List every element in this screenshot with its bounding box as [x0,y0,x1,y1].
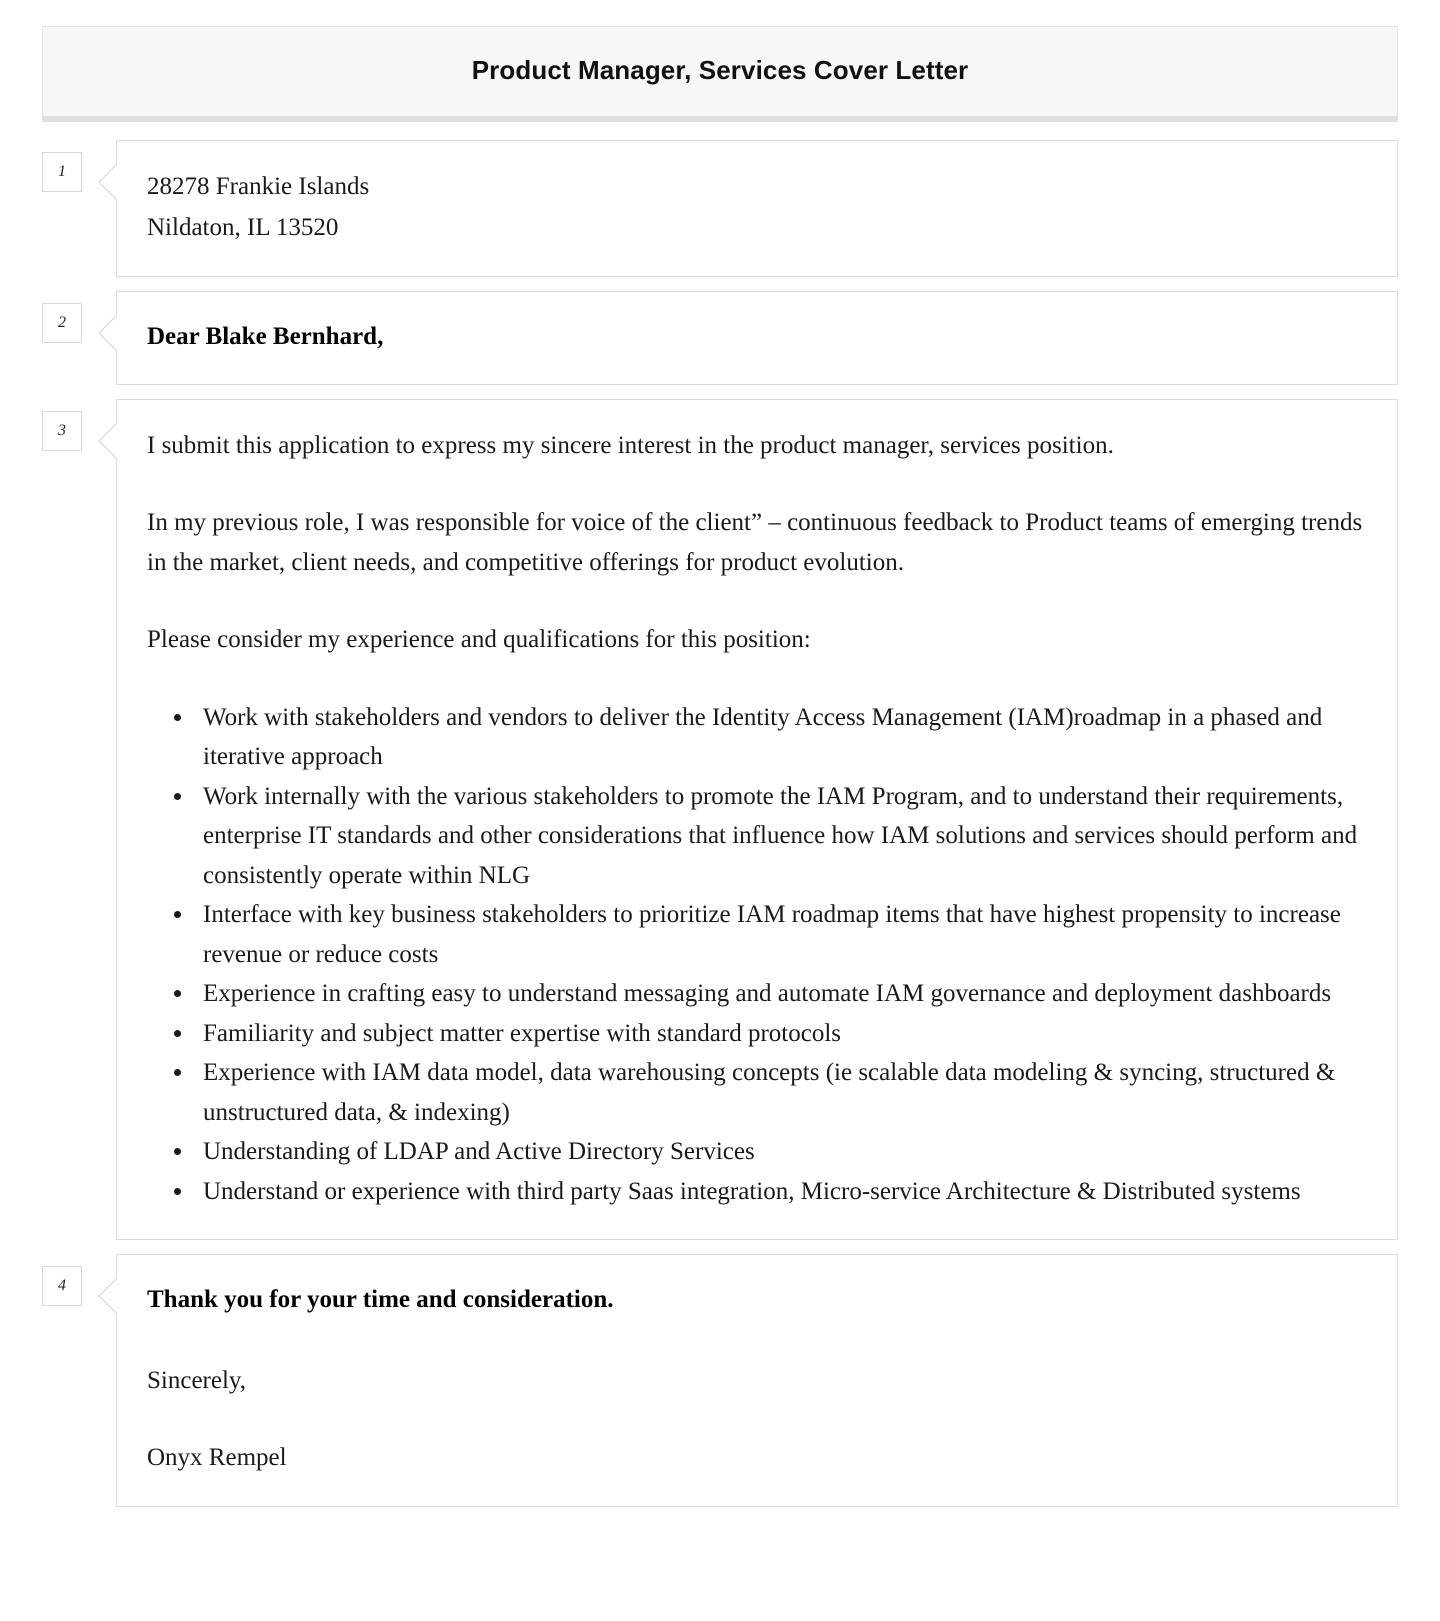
annotated-blocks [42,140,1398,1507]
letter-block-address [42,140,1398,277]
page-title: Product Manager, Services Cover Letter [471,55,969,85]
body-paragraph-lead-in: Please consider my experience and qualifications for this position: [147,626,811,654]
block-number-badge: 1 [42,152,82,192]
block-number-badge: 4 [42,1266,82,1306]
block-marker-column [42,1254,98,1306]
closing-thanks-text: Thank you for your time and consideration. [147,1286,614,1314]
block-number-badge: 3 [42,411,82,451]
block-marker-column [42,140,98,192]
document-title-bar [42,26,1398,122]
list-item: • Work internally with the various stakeholders to promote the IAM Program, and to understand their requirements, enterprise IT standards and other considerations that influence how IAM solutions and services should perform and consistently operate within NLG [195,777,1367,896]
list-item: • Experience with IAM data model, data warehousing concepts (ie scalable data modeling & syncing, structured & unstructured data, & indexing) [195,1053,1367,1132]
block-marker-column [42,291,98,343]
list-item: • Interface with key business stakeholders to prioritize IAM roadmap items that have highest propensity to increase revenue or reduce costs [195,895,1367,974]
list-item: • Experience in crafting easy to understand messaging and automate IAM governance and deployment dashboards [195,974,1367,1014]
list-item: • Understand or experience with third party Saas integration, Micro-service Architecture & Distributed systems [195,1172,1367,1212]
salutation-callout [116,291,1398,385]
block-number-badge: 2 [42,303,82,343]
body-callout [116,399,1398,1241]
address-line-city-state-zip: Nildaton, IL 13520 [147,213,339,241]
closing-callout [116,1254,1398,1507]
body-paragraph-experience: In my previous role, I was responsible for voice of the client” – continuous feedback to Product teams of emerging trends in the market, client needs, and competitive offerings for product evolution. [147,509,1363,576]
letter-block-salutation [42,291,1398,385]
letter-block-body [42,399,1398,1241]
list-item: • Understanding of LDAP and Active Directory Services [195,1132,1367,1172]
list-item: • Familiarity and subject matter expertise with standard protocols [195,1014,1367,1054]
block-marker-column [42,399,98,451]
closing-signoff-text: Sincerely, [147,1366,247,1394]
salutation-text: Dear Blake Bernhard, [147,323,384,351]
address-line-street: 28278 Frankie Islands [147,173,370,201]
qualifications-list [147,698,1367,1212]
cover-letter-page [0,26,1440,1507]
letter-block-closing [42,1254,1398,1507]
closing-signature-name: Onyx Rempel [147,1444,287,1472]
list-item: • Work with stakeholders and vendors to deliver the Identity Access Management (IAM)roadmap in a phased and iterative approach [195,698,1367,777]
body-paragraph-intro: I submit this application to express my sincere interest in the product manager, services position. [147,431,1114,459]
address-callout [116,140,1398,277]
